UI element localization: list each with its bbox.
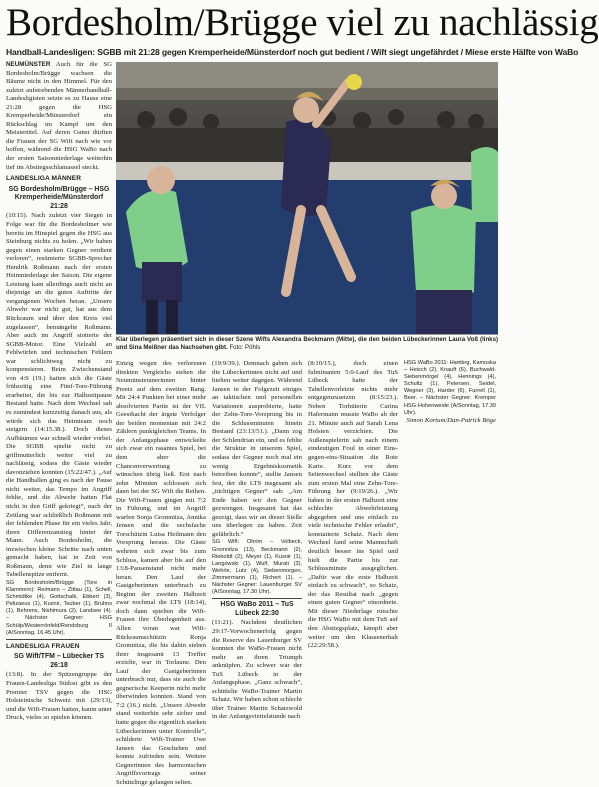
article-column-2 — [116, 360, 206, 786]
lineup-sgbb: SG Bordesholm/Brügge (Tore in Klammern): Reimann – Zittau (1), Schell, Schmidtke (4), Gottschalk, Ebbert (3), Pelizaeus (1), Kusnir, Teuber (1), Bruhns (1), Behrens, Nishimura (2), Landsee (4). – Nächster Gegner: HSG Schülp/Westerrönfeld/Rendsburg II (A/Sonntag, 16.45 Uhr). — [6, 580, 112, 640]
section-heading-men: LANDESLIGA MÄNNER — [6, 175, 82, 183]
subheadline: Handball-Landesligen: SGBB mit 21:28 gegen Kremperheide/Münsterdorf noch gut bedient / Wift siegt ungefährdet / Miese erste Hälfte von WaBo — [6, 47, 579, 57]
match-heading-sgbb: SG Bordesholm/Brügge – HSG Kremperheide/Münsterdorf 21:28 — [8, 185, 110, 210]
handball-photo — [116, 62, 498, 334]
match-heading-wabo: HSG WaBo 2011 – TuS Lübeck 22:30 — [220, 601, 294, 617]
report-paragraph-wabo: (11:21). Nachdem deutlichen 29:17-Vorwochenerfolg gegen die Reserve des Lauenburger SV konnten die WaBo-Frauen nicht mehr an ihren Triumph anknüpfen. Zu schwer war der TuS Lübeck in der Anfangsphase. „Ganz schwach“, schüttelte WaBo-Trainer Martin Schatz. Wir haben schon schlecht über Trainer Martin Schatzwold in der Anfangsviertelstunde nach — [212, 619, 302, 721]
photo-illustration — [116, 62, 498, 334]
dateline: NEUMÜNSTER — [6, 61, 51, 68]
caption-text: Klar überlegen präsentiert sich in dieser Szene Wifts Alexandra Beckmann (Mitte), die den beiden Lübeckerinnen Laura Voß (links) und Sina Meißner das Nachsehen gibt. — [116, 336, 498, 351]
report-paragraph-sgbb: (10:15). Nach zuletzt vier Siegen in Folge war für die Bordesholmer wie bereits im Hinspiel gegen die HSG aus Steinburg nichts zu holen. „Wir haben gegen einen starken Gegner verdient verloren“, resümierte SGBB-Sprecher Hendrik Roßmann nach der ersten Heimniederlage der Saison. Die eigene Leistung kam allerdings auch nicht an diejenige an die guten Auftritte der vergangenen Wochen heran. „Unsere Abwehr war nicht gut, hat aus dem Rückraum und über den Kreis viel zugelassen“, bemängelte Roßmann. Aber auch im Angriff stotterte der SGBB-Motor. Eine Vielzahl an Fehlwürfen und technischen Fehlern war schlichtweg nicht zu kompensieren. Beim Zwischenstand von 4:9 (19.) hatten sich die Gäste frühzeitig eine Fünf-Tore-Führung erarbeitet, die bis zur Halbzeitpause Bestand hatte. Nach dem Wechsel sah es zumindest kurzzeitig danach aus, als würde sich das Heimteam noch steigern (14:15.38.). Doch dieses Aufbäumen war schnell wieder vorbei. Die SGBB spielte nicht zu griffmutterlich weiter viel zu nachlässig, sodass die Gäste wieder davonziehen konnten (15:22/47.). „Auf die Handballen ging es nach der Pause nicht weiter, das Tempo im Angriff fehlte, und die Abwehr hatten Flat nicht in den Griff gekriegt“, nach der Zeitlang war schließlich Roßmann mit der fehlenden Phase für ein vieles Jahr, ihren Differenzanstieg hinter der Mann. Auch Bordesholm, die inzwischen kleine Schritte nach unten gemacht haben, hat in Zeit von Roßmann, denn wie Ziel in lange Tabellenspitze entfernt. — [6, 212, 112, 579]
article-column-4 — [308, 360, 398, 650]
intro-paragraph: Auch für die SG Bordesholm/Brügge wachsen die Bäume nicht in den Himmel. Für den zuletzt aufstrebenden Männerhandball-Landesligisten setzte es zu Hause eine 21:28 gegen die HSG Kremperheide/Münsterdorf ein Rückschlag im Kampf um den Meistertitel. Auf deren Gunst dürften die Frauen der SG Wift nach wie vor hoffen, während die HSG WaBo nach der ersten Saisonniederlage weiterhin tief im Abstiegsschlamassel steckt. — [6, 61, 112, 171]
report-paragraph-wabo-end: (8:10/15.), doch einen fulminanten 5:0-Lauf des TuS Lübeck hatte der Tabellenvorletzte nichts mehr entgegenzusetzen (8:15/23.). Neben Torhüterin Carina Hafermann musste WaBo ab der 21. Minute auch auf Sarah Lena Holsten verzichten. Die Außenspielerin sah nach einem eindeutigen Foul in einer Eins-gegen-eins-Situation die Rote Karte. Kurz vor dem Seitenwechsel stellten die Gäste zum ersten Mal eine Zehn-Tore-Führung her (9:19/26.). „Wir haben in der ersten Halbzeit eine schlechte Abwehrleistung abgegeben und uns einfach zu viele technische Fehler erlaubt“, konstatierte Schatz. Nach dem Wechsel fand seine Mannschaft deutlich besser ins Spiel und hielt die Partie bis zur Schlussminute ausgeglichen. „Dafür war die erste Halbzeit einfach zu schwach“, so Schatz, der das Resultat nach „gegen einen guten Gegner“ einordnete. Mit dieser Niederlage rutschte die HSG WaBo mit dem TuS auf den Abstiegsplatz, kämpft aber weiter um den Klassenerhalt (22:29:58.). — [308, 360, 398, 650]
article-column-1 — [6, 61, 112, 722]
article-column-5 — [404, 360, 496, 572]
report-paragraph-wift-start: (13:8). In der Spitzengruppe der Frauen-Landesliga Südost gibt es den Premier TSV gegen die HSG Holsteinische Schweiz mit (29:13), und die Wift-Frauen hatten, kaum unter Druck, vieles so spielen können. — [6, 671, 112, 722]
photo-credit: Foto: Pöhls — [229, 343, 261, 351]
photo-caption — [116, 336, 498, 352]
article-column-3 — [212, 360, 302, 721]
headline: Bordesholm/Brügge viel zu nachlässig — [6, 1, 599, 44]
match-heading-wift: SG Wift/TFM – Lübecker TS 26:18 — [14, 653, 104, 669]
report-paragraph-wift: Einzig wegen des verlorenen direkten Vergleichs stehen die Neumünsteranerinnen hinter Preetz auf dem zweiten Rang. Mit 24:4 Punkten bei einer mehr absolvierten Partie ist der VfL Geesthacht der ärgste Verfolger der beiden momentan mit 24:2 Zählern punktgleichen Teams. In der Anfangsphase entwickelte sich zwar ein rasantes Spiel, bei dem aber die Chancenverwertung zu wünschen übrig ließ. Erst nach zehn Minuten schlossen sich dann bei der SG Wift die Reihen. Die Wift-Frauen gingen mit 7:2 in Führung, und im Angriff warfen Sonja Gromnitza, Annika Jensen und die sechsfache Torschützin Luisa Heilmann den Vorsprung heraus. Die Gäste wehrten sich zwar bis zum Schluss, kamen aber bis auf den 13:8-Pausenstand nicht mehr heran. Den Lauf der Gastgeberinnen unterbrach zu Beginn der zweiten Halbzeit zwar nochmal die LTS (18:14), doch dann spielten die Wift-Frauen ihre Überlegenheit aus. Allen voran war Wift-Rückraumschützin Ronja Gromnitza, die bis dahin sieben ihrer insgesamt 13 Treffer erzielte, war in Torlaune. Den Lauf der Gastgeberinnen unterbrach nur, dass sie auch die gegnerische Keeperin nicht mehr überwinden konnten. Stand von 7:2 (16.) nicht. „Unsere Abwehr stand weiterhin sehr sicher und hatte gegen die eigentlich starken Lübeckerinnen unter Kontrolle“, schilderte Wift-Trainer Uwe Jansen das Geschehen und konnte zufrieden sein. Weitere Gegnerinnen des harmonischen Angriffsvortrags seiner Schützlinge gelangen selten. — [116, 360, 206, 786]
caption-rule — [116, 334, 498, 335]
report-paragraph-wift-end: (19:9/39.). Demnach gaben sich die Lübeckerinnen nicht auf und hielten weiter dagegen. Während Jansen in der Folgezeit einiges an taktischen und personellen Variationen ausprobierte, hatte der Zehn-Tore-Vorsprung bis in die Schlussminuten hinein Bestand (23:13/51.). „Dann zog der Schlendrian ein, und es fehlte die Struktur in unserem Spiel, sodass der Gegner noch mal ein wenig Ergebniskosmetik betreiben konnte“, stellte Jansen fest, der die LTS insgesamt als „tüchtigen Gegner“ sah: „Am Ende haben wir den Gegner gezwungen. Insgesamt hat das gezeigt, dass wir an dieser Stelle uns überlegen zu haben. Zeit gefährlich.“ — [212, 360, 302, 538]
author-signature: Simon Kortum/Dan-Patrick Böge — [406, 416, 496, 424]
section-heading-women: LANDESLIGA FRAUEN — [6, 642, 80, 650]
lineup-wabo: HSG WaBo 2011: Hambrg, Kamoska – Heisch (2), Knauft (6), Buchwald-Siebenmörgel (4), Hennings (4), Schultz (1), Petersen, Seidel, Wegner (3), Harder (6), Furrell (1), Beer. – Nächster Gegner: Kremper HSG Hohenweide (A/Sonntag, 17.30 Uhr). — [404, 360, 496, 416]
lineup-wift: SG Wift: Ohrim – Volbeck, Gromnitza (13), Beckmann (2), Rieboldt (2), Meyer (1), Kusnir (1), Langowski (1), Wulf, Murati (3), Wehrle, Lutz (4), Siebenmorgen, Zimmermann (1), Richert (1). – Nächster Gegner: Lauenburger SV (A/Sonntag, 17.30 Uhr). — [212, 539, 302, 599]
